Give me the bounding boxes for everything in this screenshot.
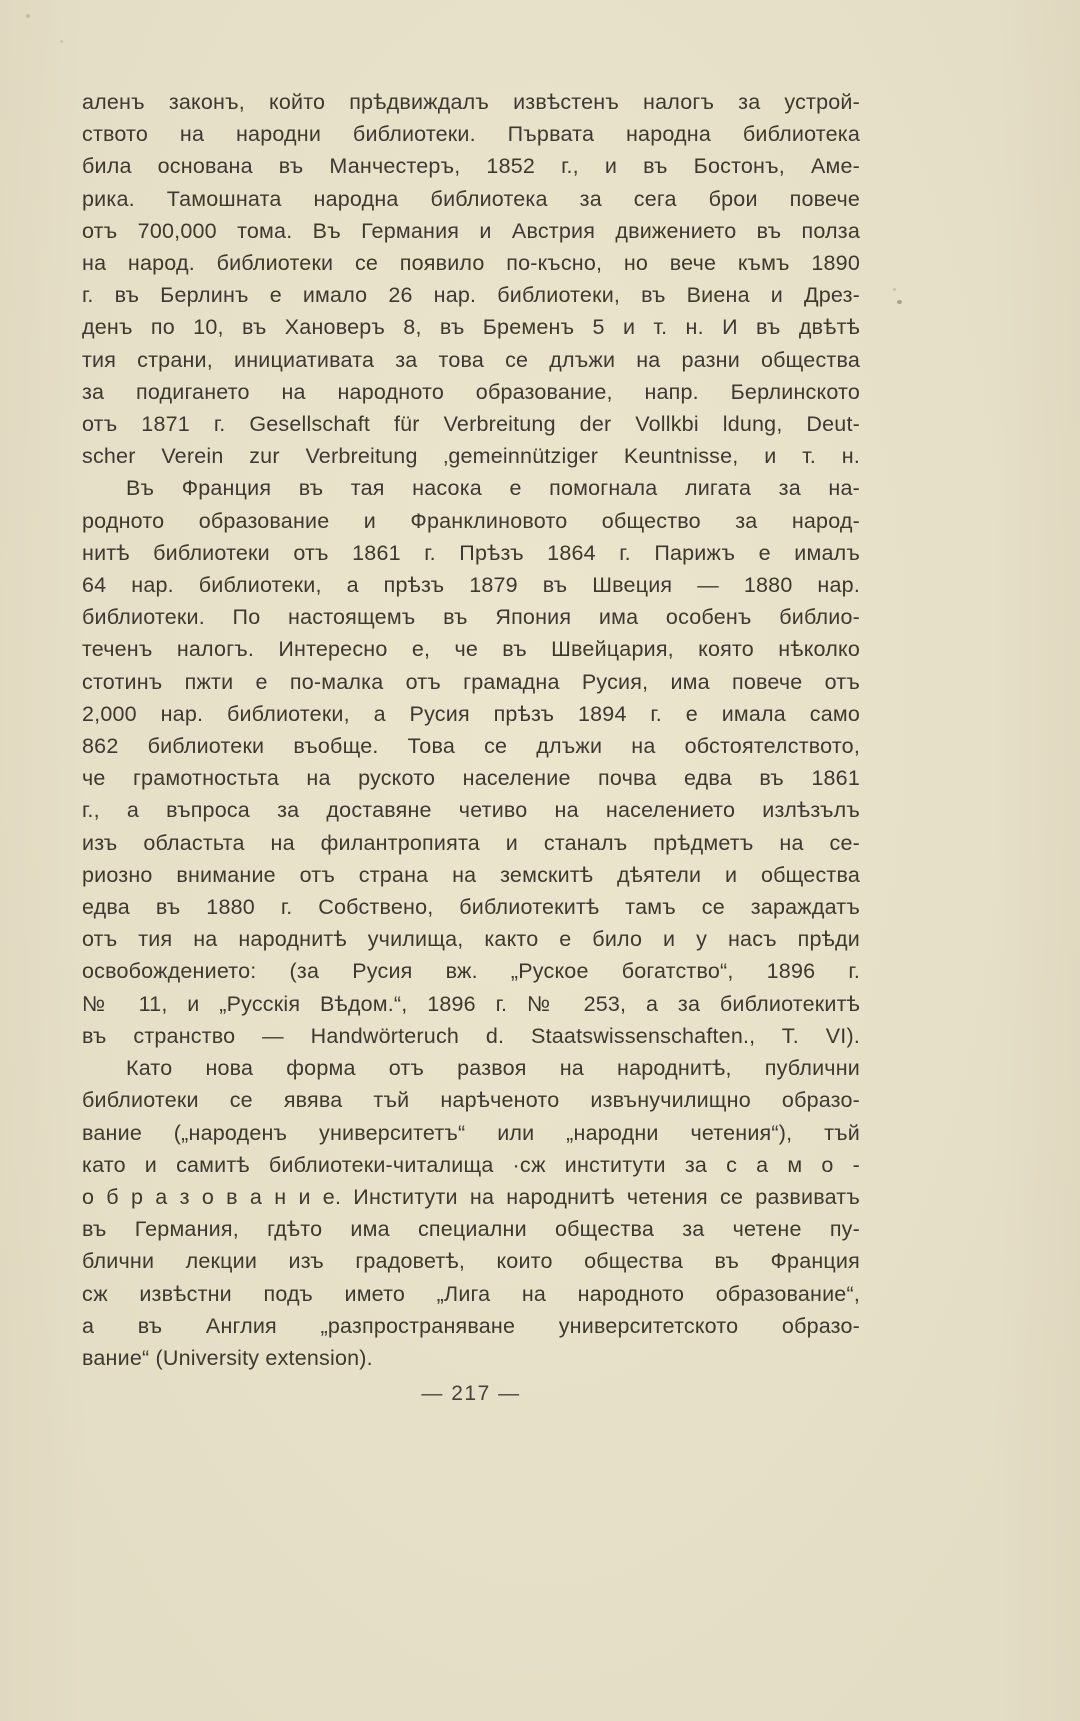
text-line: о б р а з о в а н и е. Институти на народнитѣ четения се развиватъ [82,1184,860,1209]
text-line: Въ Франция въ тая насока е помогнала лигата за на- [126,476,860,501]
text-line: като и самитѣ библиотеки-читалища ·сж институти за с а м о - [82,1152,860,1177]
text-line: въ Германия, гдѣто има специални общества за четене пу- [82,1217,860,1242]
text-line: 64 нар. библиотеки, а прѣзъ 1879 въ Швеция — 1880 нар. [82,573,860,598]
text-line: родното образование и Франклиновото общество за народ- [82,508,860,533]
text-line: ството на народни библиотеки. Първата народна библиотека [82,122,860,147]
text-line: 2,000 нар. библиотеки, а Русия прѣзъ 1894 г. е имала само [82,701,860,726]
text-line: риозно внимание отъ страна на земскитѣ дѣятели и общества [82,862,860,887]
text-line: изъ областьта на филантропията и станалъ прѣдметъ на се- [82,830,860,855]
text-line: а въ Англия „разпространяване университетското образо- [82,1313,860,1338]
scan-speck [26,14,30,18]
page-text-block [82,86,860,1374]
text-line: вание („народенъ университетъ“ или „народни четения“), тъй [82,1120,860,1145]
text-line: за подигането на народното образование, напр. Берлинското [82,379,860,404]
text-line: нитѣ библиотеки отъ 1861 г. Прѣзъ 1864 г. Парижъ е ималъ [82,540,860,565]
text-line: отъ 1871 г. Gesellschaft für Verbreitung der Vollkbi ldung, Deut- [82,412,860,437]
text-line: рика. Тамошната народна библиотека за сега брои повече [82,186,860,211]
text-line: едва въ 1880 г. Собствено, библиотекитѣ тамъ се зараждатъ [82,895,860,920]
text-line: денъ по 10, въ Хановеръ 8, въ Бременъ 5 и т. н. И въ двѣтѣ [82,315,860,340]
text-line: сж извѣстни подъ името „Лига на народното образование“, [82,1281,860,1306]
text-line: отъ 700,000 тома. Въ Германия и Австрия движението въ полза [82,218,860,243]
text-line: стотинъ пжти е по-малка отъ грамадна Русия, има повече отъ [82,669,860,694]
text-line: въ странство — Handwörteruch d. Staatswissenschaften., T. VI). [82,1023,860,1048]
text-line: 862 библиотеки въобще. Това се длъжи на обстоятелството, [82,734,860,759]
text-line: г., а въпроса за доставяне четиво на населението излѣзълъ [82,798,860,823]
scan-speck [60,40,63,43]
text-line: scher Verein zur Verbreitung ‚gemeinnütziger Keuntnisse, и т. н. [82,444,860,469]
text-line: библиотеки се явява тъй нарѣченото извънучилищно образо- [82,1088,860,1113]
text-line: тия страни, инициативата за това се длъжи на разни общества [82,347,860,372]
text-line: била основана въ Манчестеръ, 1852 г., и въ Бостонъ, Аме- [82,154,860,179]
text-line: освобождението: (за Русия вж. „Руское богатство“, 1896 г. [82,959,860,984]
text-line: Като нова форма отъ развоя на народнитѣ, публични [126,1056,860,1081]
text-line: теченъ налогъ. Интересно е, че въ Швейцария, която нѣколко [82,637,860,662]
text-line: библиотеки. По настоящемъ въ Япония има особенъ библио- [82,605,860,630]
text-line: на народ. библиотеки се появило по-късно, но вече къмъ 1890 [82,251,860,276]
text-line: блични лекции изъ градоветѣ, които общества въ Франция [82,1249,860,1274]
text-line: отъ тия на народнитѣ училища, както е било и у насъ прѣди [82,927,860,952]
text-line: № 11, и „Русскія Вѣдом.“, 1896 г. № 253, а за библиотекитѣ [82,991,860,1016]
text-line: че грамотностьта на руското население почва едва въ 1861 [82,766,860,791]
text-line: вание“ (University extension). [82,1345,373,1370]
scan-speck [897,300,902,304]
text-line: г. въ Берлинъ е имало 26 нар. библиотеки, въ Виена и Дрез- [82,283,860,308]
scan-speck [893,288,896,291]
page-number: — 217 — [421,1382,521,1405]
text-line: аленъ законъ, който прѣдвиждалъ извѣстенъ налогъ за устрой- [82,90,860,114]
